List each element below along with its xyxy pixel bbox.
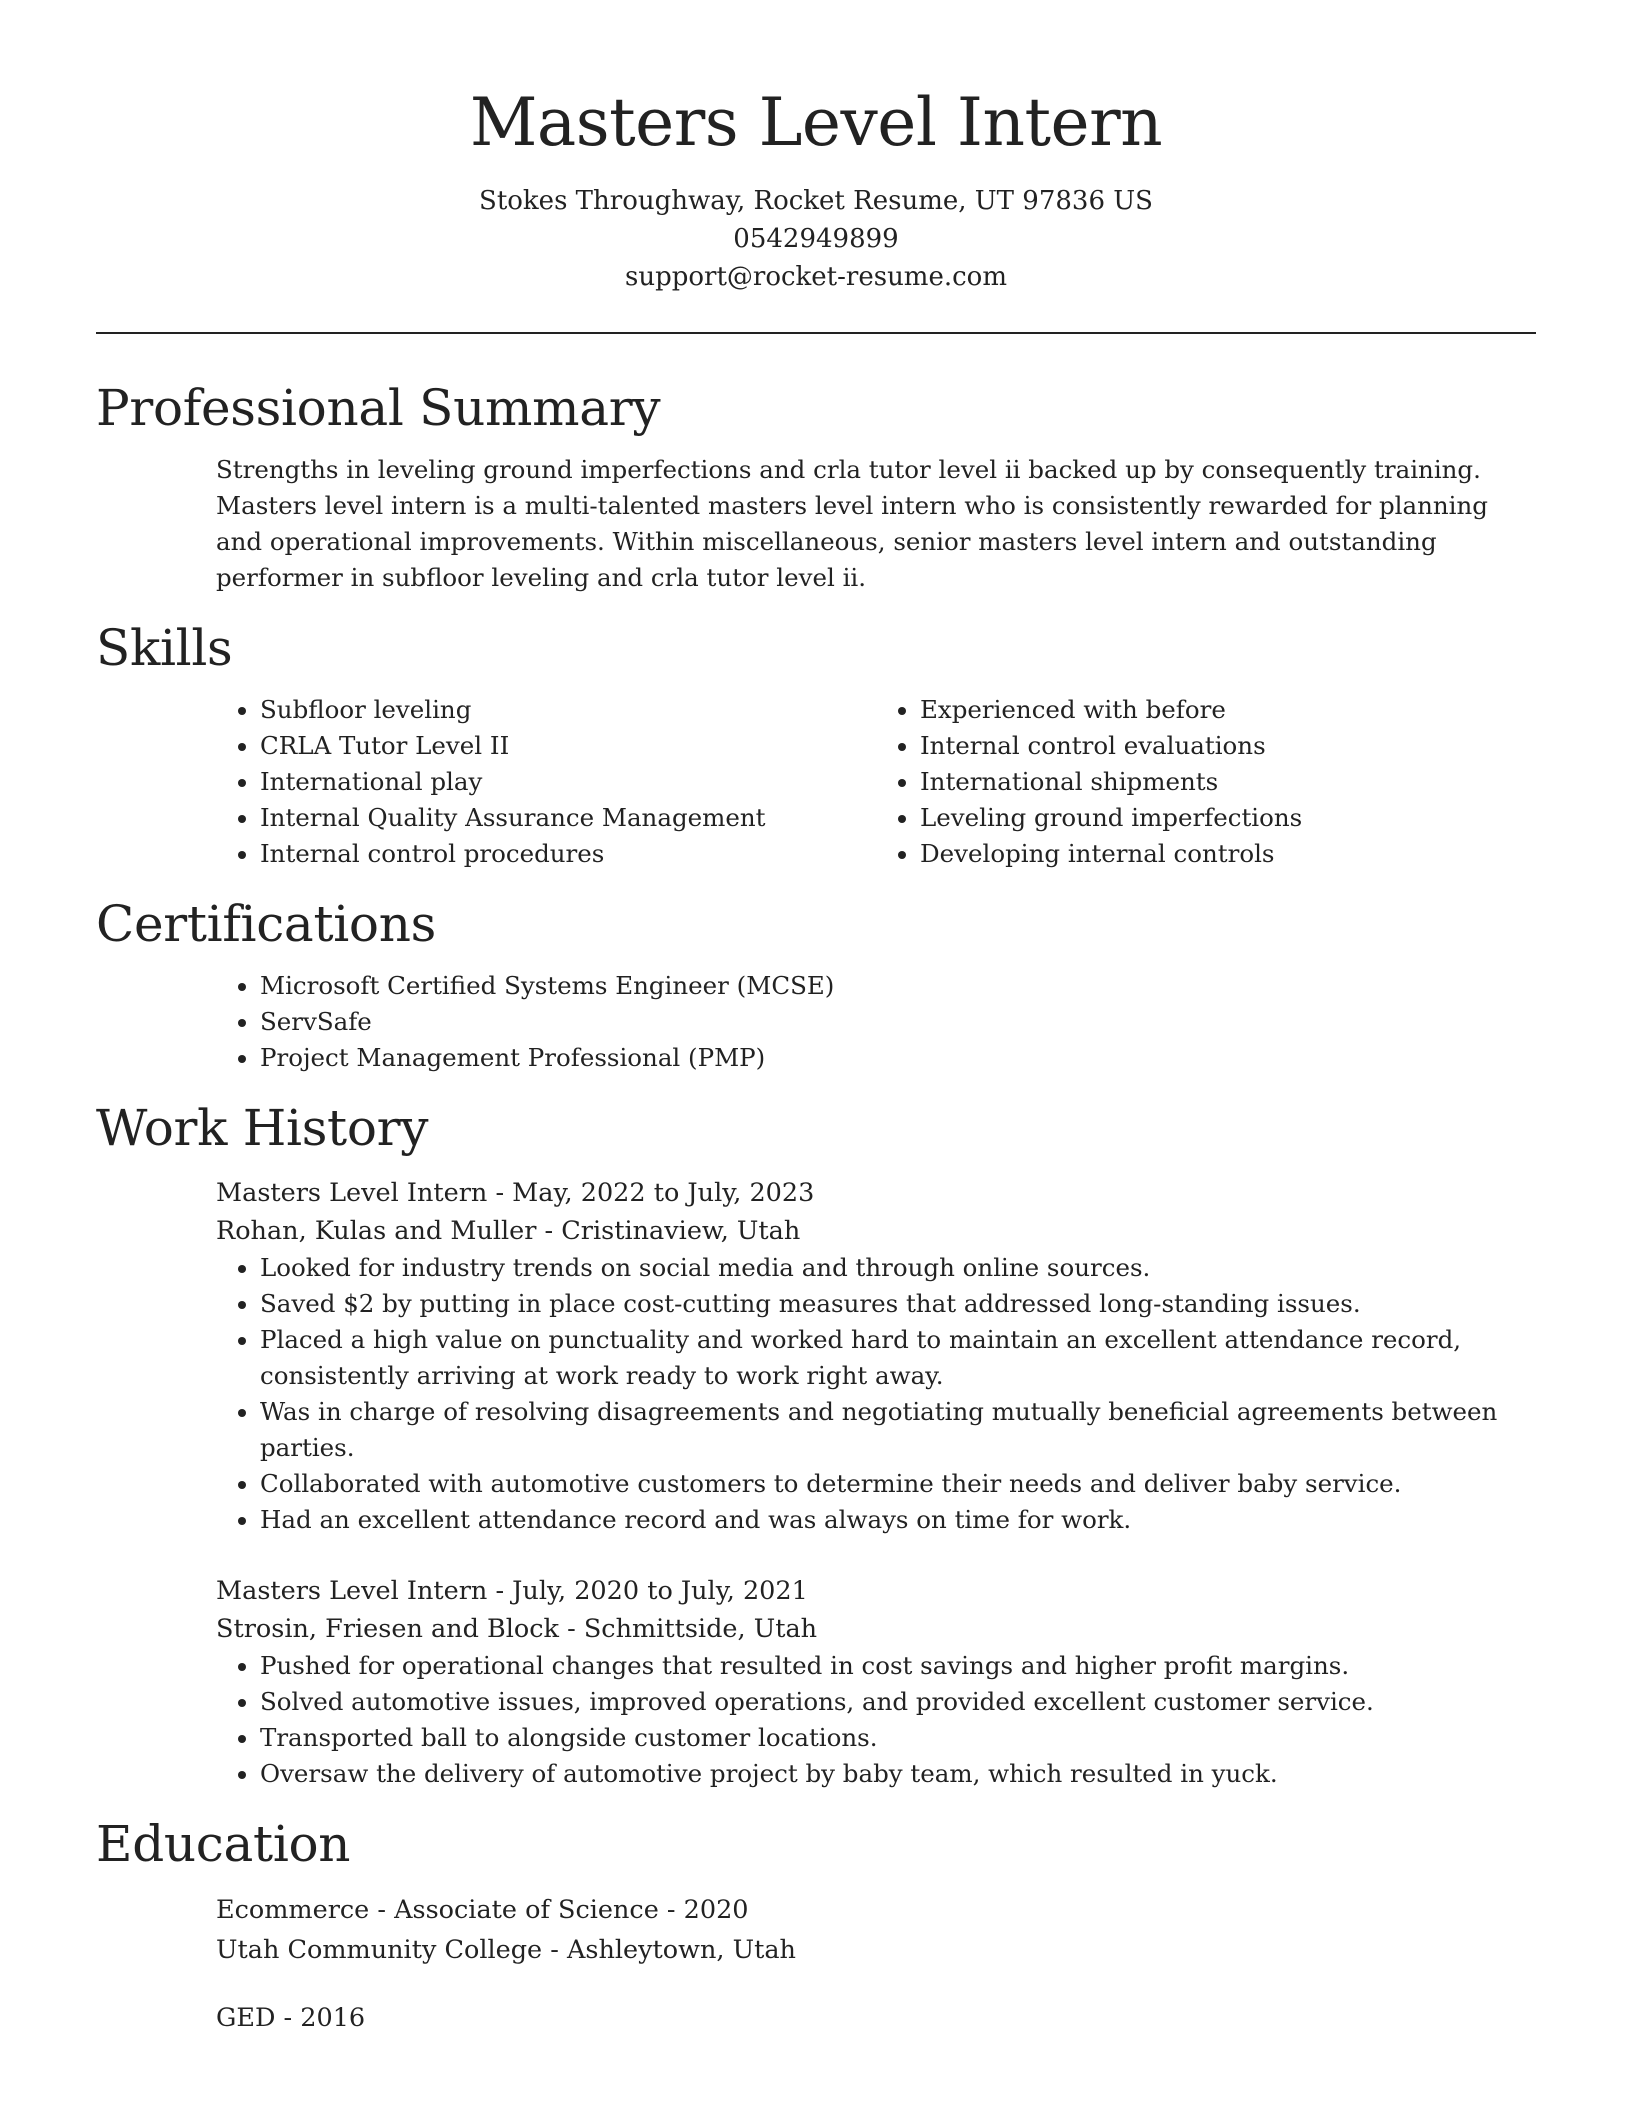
skill-item: • Internal Quality Assurance Management xyxy=(260,800,876,836)
summary-section xyxy=(96,378,1536,596)
skills-grid xyxy=(96,692,1536,872)
address: Stokes Throughway, Rocket Resume, UT 97836 US xyxy=(479,185,1153,216)
skill-item: • Internal control procedures xyxy=(260,836,876,872)
skill-item: • International shipments xyxy=(920,764,1536,800)
certification-item: • ServSafe xyxy=(260,1004,1536,1040)
job-entry xyxy=(216,1174,1536,1538)
email-address: support@rocket-resume.com xyxy=(624,261,1007,292)
work-history-title: Work History xyxy=(96,1098,429,1157)
skill-item: • International play xyxy=(260,764,876,800)
job-company-location: Rohan, Kulas and Muller - Cristinaview, Utah xyxy=(216,1215,801,1246)
education-section xyxy=(96,1814,1536,2038)
skills-section xyxy=(96,618,1536,872)
job-duties-list xyxy=(216,1250,1536,1538)
job-company-location: Strosin, Friesen and Block - Schmittside, Utah xyxy=(216,1613,818,1644)
certification-item: • Microsoft Certified Systems Engineer (MCSE) xyxy=(260,968,1536,1004)
header-divider xyxy=(96,332,1536,334)
certification-item: • Project Management Professional (PMP) xyxy=(260,1040,1536,1076)
education-school: Utah Community College - Ashleytown, Utah xyxy=(216,1934,796,1965)
skill-item: • Leveling ground imperfections xyxy=(920,800,1536,836)
job-duty-item: • Had an excellent attendance record and was always on time for work. xyxy=(260,1502,1536,1538)
job-duty-item: • Collaborated with automotive customers to determine their needs and deliver baby service. xyxy=(260,1466,1536,1502)
skill-item: • CRLA Tutor Level II xyxy=(260,728,876,764)
job-role-dates: Masters Level Intern - July, 2020 to July, 2021 xyxy=(216,1575,808,1606)
education-degree: GED - 2016 xyxy=(216,2002,366,2033)
job-duty-item: • Transported ball to alongside customer locations. xyxy=(260,1720,1536,1756)
job-entry xyxy=(216,1572,1536,1792)
skills-left-column xyxy=(216,692,876,872)
job-duty-item: • Pushed for operational changes that resulted in cost savings and higher profit margins. xyxy=(260,1648,1536,1684)
education-entry xyxy=(216,1998,1536,2038)
phone-number: 0542949899 xyxy=(733,223,899,254)
job-duties-list xyxy=(216,1648,1536,1792)
education-title: Education xyxy=(96,1814,351,1873)
candidate-name: Masters Level Intern xyxy=(469,84,1163,161)
job-duty-item: • Oversaw the delivery of automotive project by baby team, which resulted in yuck. xyxy=(260,1756,1536,1792)
job-duty-item: • Saved $2 by putting in place cost-cutting measures that addressed long-standing issues. xyxy=(260,1286,1536,1322)
skills-right-column xyxy=(876,692,1536,872)
job-duty-item: • Was in charge of resolving disagreements and negotiating mutually beneficial agreements between parties. xyxy=(260,1394,1536,1466)
resume-header xyxy=(96,0,1536,296)
work-history-section xyxy=(96,1098,1536,1792)
education-entry xyxy=(216,1890,1536,1970)
skill-item: • Experienced with before xyxy=(920,692,1536,728)
skills-title: Skills xyxy=(96,618,233,677)
certifications-list xyxy=(216,968,1536,1076)
summary-text: Strengths in leveling ground imperfections and crla tutor level ii backed up by consequently training. Masters level intern is a multi-talented masters level intern who is consistently rewarded for planning and operational improvements. Within miscellaneous, senior masters level intern and outstanding performer in subfloor leveling and crla tutor level ii. xyxy=(216,454,1488,592)
education-degree: Ecommerce - Associate of Science - 2020 xyxy=(216,1894,749,1925)
skill-item: • Developing internal controls xyxy=(920,836,1536,872)
certifications-title: Certifications xyxy=(96,894,436,953)
job-duty-item: • Looked for industry trends on social media and through online sources. xyxy=(260,1250,1536,1286)
summary-title: Professional Summary xyxy=(96,378,661,437)
certifications-section xyxy=(96,894,1536,1076)
job-duty-item: • Placed a high value on punctuality and worked hard to maintain an excellent attendance record, consistently arriving at work ready to work right away. xyxy=(260,1322,1536,1394)
job-duty-item: • Solved automotive issues, improved operations, and provided excellent customer service. xyxy=(260,1684,1536,1720)
skill-item: • Internal control evaluations xyxy=(920,728,1536,764)
job-role-dates: Masters Level Intern - May, 2022 to July, 2023 xyxy=(216,1177,815,1208)
skill-item: • Subfloor leveling xyxy=(260,692,876,728)
